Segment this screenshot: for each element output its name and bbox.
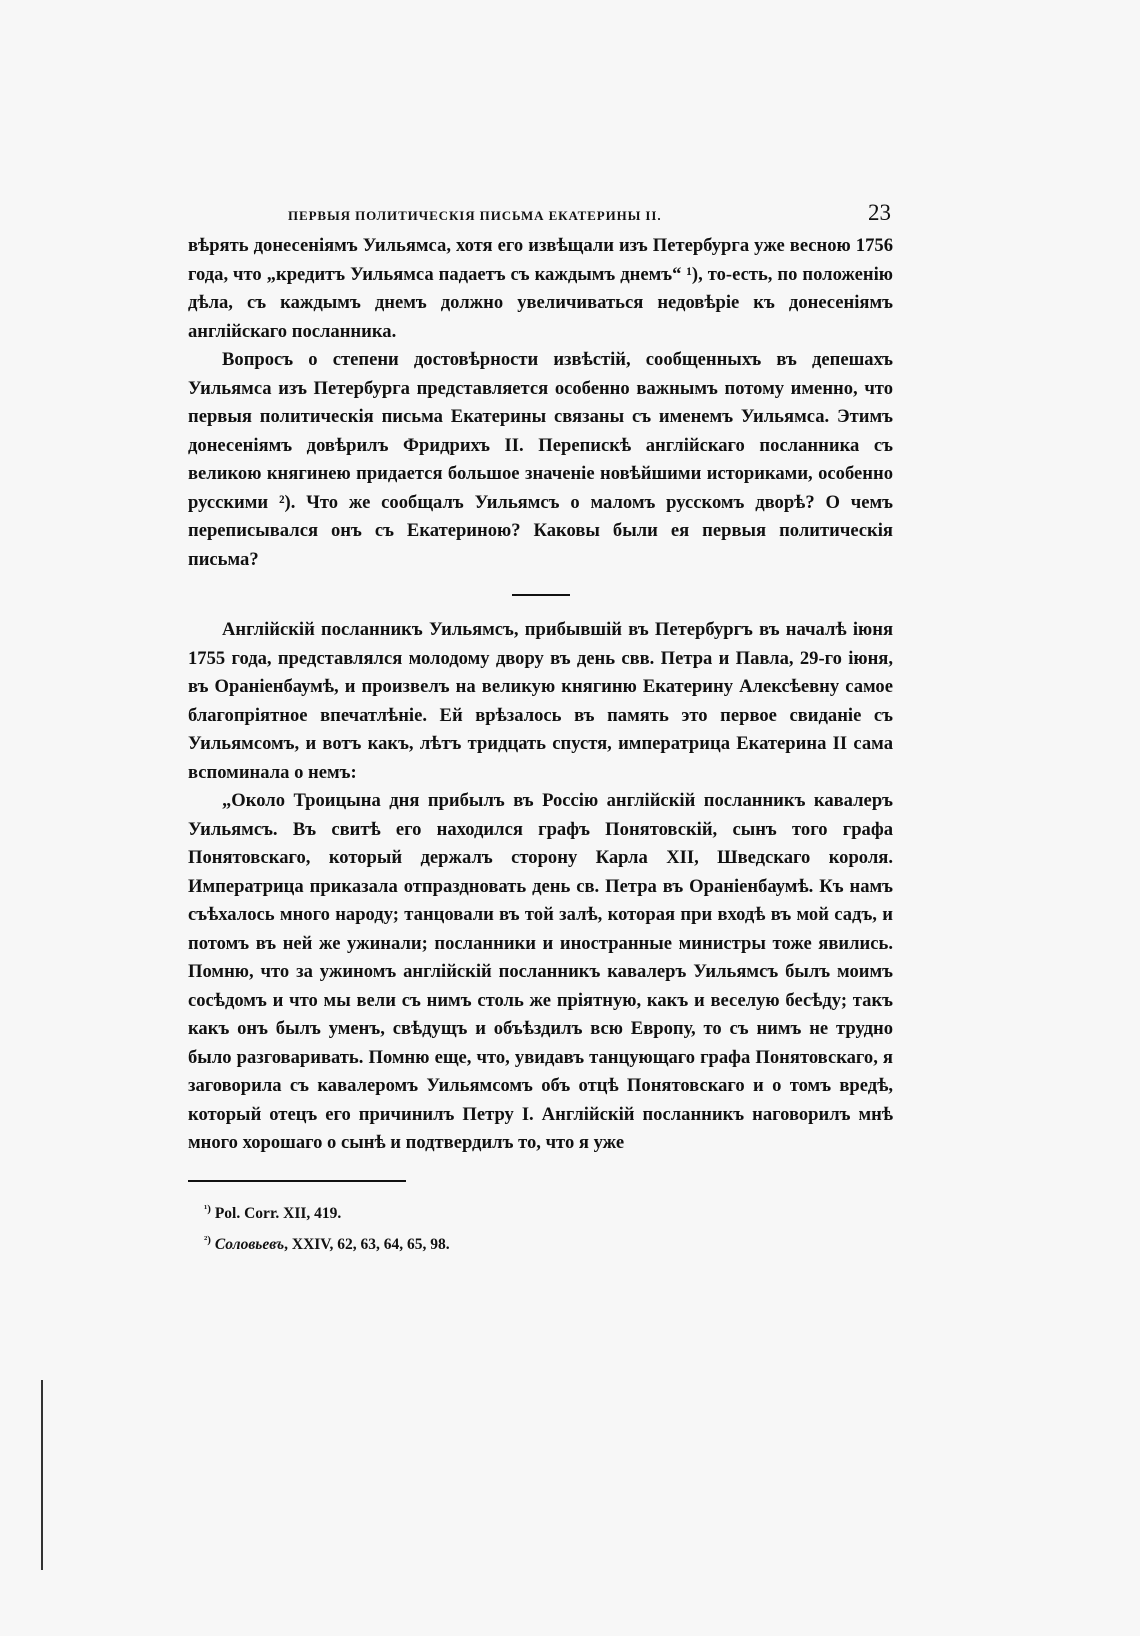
footnote-text: , XXIV, 62, 63, 64, 65, 98.	[284, 1235, 450, 1253]
running-header	[188, 200, 893, 232]
footnote-2	[204, 1227, 893, 1258]
footnote-mark: ¹)	[204, 1202, 211, 1215]
footnote-mark: ²)	[204, 1233, 211, 1246]
paragraph-continuation: вѣрять донесеніямъ Уильямса, хотя его извѣщали изъ Петербурга уже весною 1756 года, что „кредитъ Уильямса падаетъ съ каждымъ днемъ“ ¹), то-есть, по положенію дѣла, съ каждымъ днемъ должно увеличиваться недовѣріе къ донесеніямъ англійскаго посланника.	[188, 235, 893, 342]
binding-edge-line	[41, 1380, 43, 1570]
footnote-text: Pol. Corr. XII, 419.	[214, 1204, 342, 1222]
running-title: ПЕРВЫЯ ПОЛИТИЧЕСКІЯ ПИСЬМА ЕКАТЕРИНЫ II.	[288, 208, 662, 223]
footnote-rule	[188, 1180, 406, 1182]
footnotes	[188, 1196, 893, 1258]
page-number: 23	[868, 200, 891, 225]
paragraph-memoir-quote: „Около Троицына дня прибылъ въ Россію англійскій посланникъ кавалеръ Уильямсъ. Въ свитѣ его находился графъ Понятовскій, сынъ того графа Понятовскаго, который держалъ сторону Карла XII, Шведскаго короля. Императрица приказала отпраздновать день св. Петра въ Ораніенбаумѣ. Къ намъ съѣхалось много народу; танцовали въ той залѣ, которая при входѣ въ мой садъ, и потомъ въ ней же ужинали; посланники и иностранные министры тоже явились. Помню, что за ужиномъ англійскій посланникъ кавалеръ Уильямсъ былъ моимъ сосѣдомъ и что мы вели съ нимъ столь же пріятную, какъ и веселую бесѣду; такъ какъ онъ былъ уменъ, свѣдущъ и объѣздилъ всю Европу, то съ нимъ не трудно было разговаривать. Помню еще, что, увидавъ танцующаго графа Понятовскаго, я заговорила съ кавалеромъ Уильямсомъ объ отцѣ Понятовскаго и о томъ вредѣ, который отецъ его причинилъ Петру I. Англійскій посланникъ наговорилъ мнѣ много хорошаго о сынѣ и подтвердилъ то, что я уже	[188, 790, 893, 1153]
footnote-1	[204, 1196, 893, 1227]
paragraph-question: Вопросъ о степени достовѣрности извѣстій, сообщенныхъ въ депешахъ Уильямса изъ Петербурга представляется особенно важнымъ потому именно, что первыя политическія письма Екатерины связаны съ именемъ Уильямса. Этимъ донесеніямъ довѣрилъ Фридрихъ II. Перепискѣ англійскаго посланника съ великою княгинею придается большое значеніе новѣйшими историками, особенно русскими ²). Что же сообщалъ Уильямсъ о маломъ русскомъ дворѣ? О чемъ переписывался онъ съ Екатериною? Каковы были ея первыя политическія письма?	[188, 349, 893, 570]
section-divider	[512, 594, 570, 596]
book-page	[188, 200, 893, 1258]
footnote-author: Соловьевъ	[214, 1235, 285, 1253]
paragraph-arrival: Англійскій посланникъ Уильямсъ, прибывшій въ Петербургъ въ началѣ іюня 1755 года, представлялся молодому двору въ день свв. Петра и Павла, 29-го іюня, въ Ораніенбаумѣ, и произвелъ на великую княгиню Екатерину Алексѣевну самое благопріятное впечатлѣніе. Ей врѣзалось въ память это первое свиданіе съ Уильямсомъ, и вотъ какъ, лѣтъ тридцать спустя, императрица Екатерина II сама вспоминала о немъ:	[188, 619, 893, 783]
